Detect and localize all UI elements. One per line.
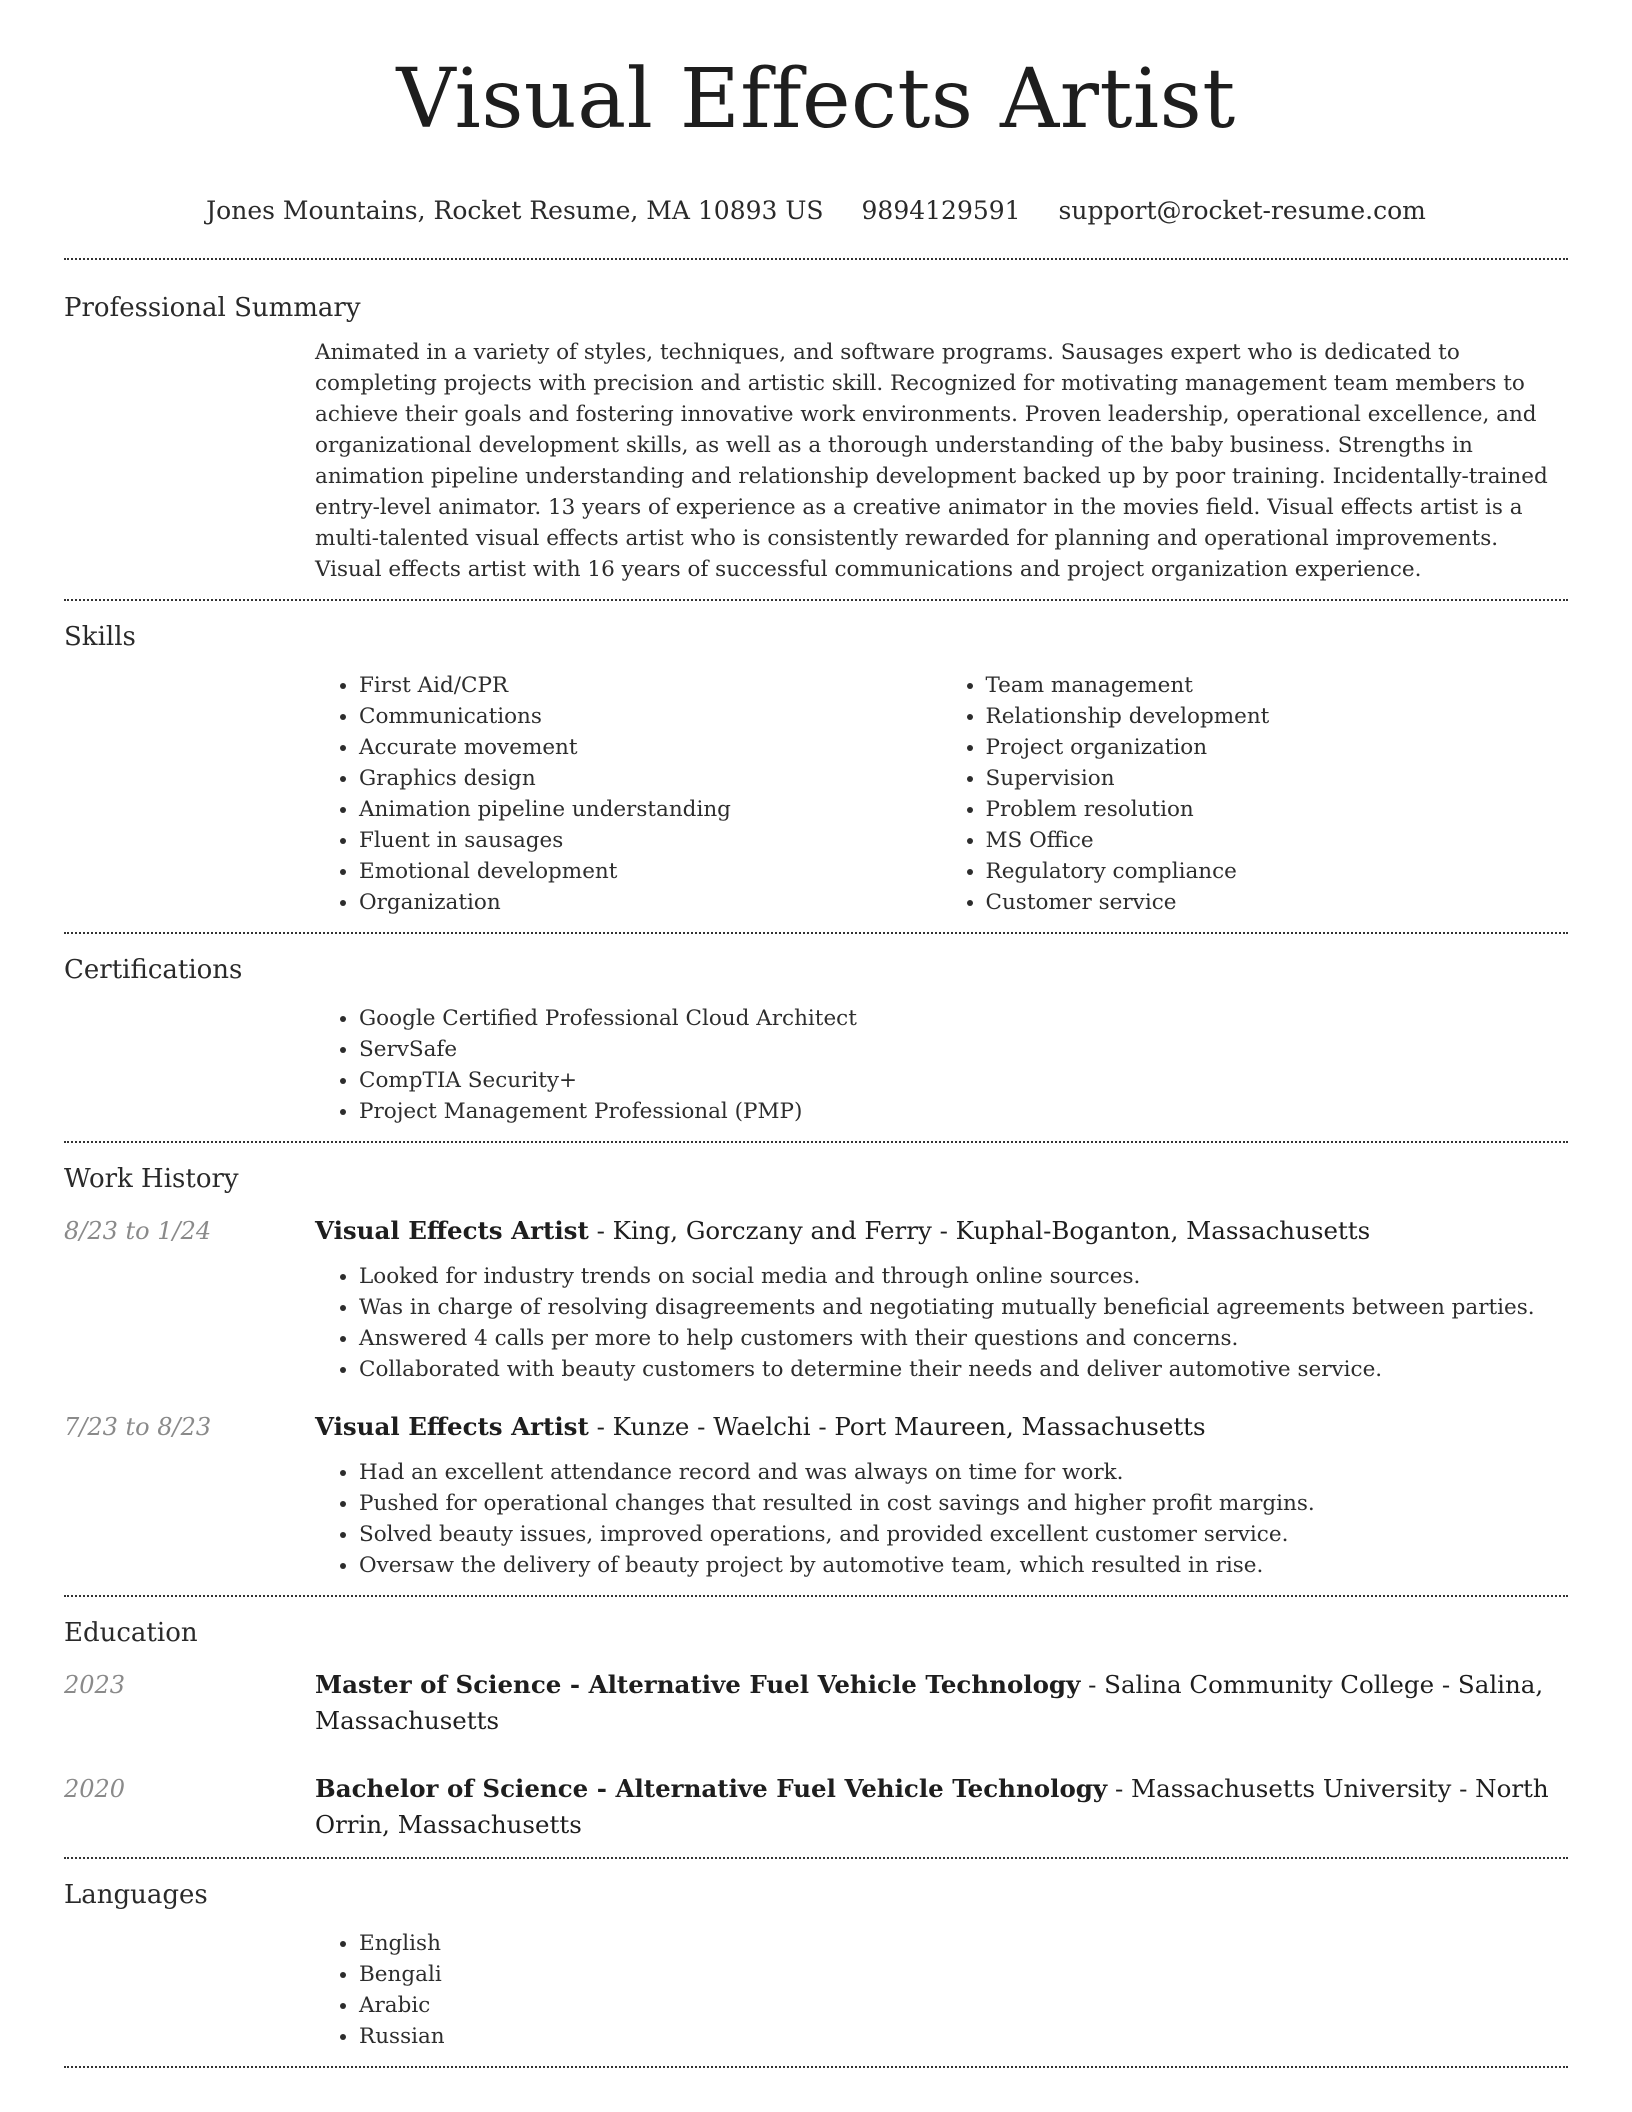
certifications-section	[64, 934, 1568, 1141]
list-item: • Arabic	[359, 1990, 1568, 2021]
list-item: • Emotional development	[359, 856, 942, 887]
list-item: • Collaborated with beauty customers to determine their needs and deliver automotive service.	[359, 1354, 1568, 1385]
list-item: • Was in charge of resolving disagreements and negotiating mutually beneficial agreements between parties.	[359, 1292, 1568, 1323]
job-bullets	[315, 1261, 1568, 1385]
list-item: • Fluent in sausages	[359, 825, 942, 856]
skills-heading: Skills	[64, 622, 136, 652]
education-entry	[64, 1771, 1568, 1843]
certifications-heading: Certifications	[64, 955, 243, 985]
education-section	[64, 1597, 1568, 1857]
list-item: • Communications	[359, 701, 942, 732]
list-item: • Solved beauty issues, improved operations, and provided excellent customer service.	[359, 1519, 1568, 1550]
contact-address: Jones Mountains, Rocket Resume, MA 10893 US	[206, 196, 824, 225]
list-item: • Google Certified Professional Cloud Architect	[359, 1003, 1568, 1034]
work-history-section	[64, 1143, 1568, 1595]
summary-text: Animated in a variety of styles, techniques, and software programs. Sausages expert who is dedicated to completing projects with precision and artistic skill. Recognized for motivating management team members to achieve their goals and fostering innovative work environments. Proven leadership, operational excellence, and organizational development skills, as well as a thorough understanding of the baby business. Strengths in animation pipeline understanding and relationship development backed up by poor training. Incidentally-trained entry-level animator. 13 years of experience as a creative animator in the movies field. Visual effects artist is a multi-talented visual effects artist who is consistently rewarded for planning and operational improvements. Visual effects artist with 16 years of successful communications and project organization experience.	[315, 340, 1548, 582]
job-title	[315, 1409, 1568, 1445]
list-item: • Looked for industry trends on social media and through online sources.	[359, 1261, 1568, 1292]
list-item: • Russian	[359, 2021, 1568, 2052]
list-item: • Organization	[359, 887, 942, 918]
list-item: • Supervision	[986, 763, 1569, 794]
list-item: • Had an excellent attendance record and was always on time for work.	[359, 1457, 1568, 1488]
list-item: • Oversaw the delivery of beauty project by automotive team, which resulted in rise.	[359, 1550, 1568, 1581]
education-entry	[64, 1667, 1568, 1739]
list-item: • Team management	[986, 670, 1569, 701]
list-item: • Project organization	[986, 732, 1569, 763]
list-item: • Answered 4 calls per more to help customers with their questions and concerns.	[359, 1323, 1568, 1354]
job-entry	[64, 1213, 1568, 1385]
list-item: • Graphics design	[359, 763, 942, 794]
list-item: • Customer service	[986, 887, 1569, 918]
list-item: • Relationship development	[986, 701, 1569, 732]
list-item: • First Aid/CPR	[359, 670, 942, 701]
section-divider	[64, 2066, 1568, 2068]
job-role: Visual Effects Artist	[315, 1216, 589, 1245]
job-employer: - Kunze - Waelchi - Port Maureen, Massachusetts	[588, 1412, 1206, 1441]
list-item: • Animation pipeline understanding	[359, 794, 942, 825]
skills-list-left	[315, 670, 942, 918]
education-degree: Master of Science - Alternative Fuel Vehicle Technology	[315, 1670, 1081, 1699]
education-heading: Education	[64, 1618, 198, 1648]
contact-line	[0, 196, 1632, 225]
job-title	[315, 1213, 1568, 1249]
job-bullets	[315, 1457, 1568, 1581]
list-item: • Project Management Professional (PMP)	[359, 1096, 1568, 1127]
list-item: • ServSafe	[359, 1034, 1568, 1065]
education-year: 2023	[64, 1671, 126, 1699]
list-item: • CompTIA Security+	[359, 1065, 1568, 1096]
education-school: - Massachusetts University - North Orrin, Massachusetts	[315, 1774, 1549, 1839]
skills-list-right	[942, 670, 1569, 918]
list-item: • MS Office	[986, 825, 1569, 856]
list-item: • Pushed for operational changes that resulted in cost savings and higher profit margins.	[359, 1488, 1568, 1519]
resume-header	[0, 0, 1632, 225]
contact-email: support@rocket-resume.com	[1058, 196, 1426, 225]
job-entry	[64, 1409, 1568, 1581]
job-dates: 7/23 to 8/23	[64, 1413, 212, 1441]
education-title	[315, 1771, 1568, 1843]
job-dates: 8/23 to 1/24	[64, 1217, 212, 1245]
education-title	[315, 1667, 1568, 1739]
job-employer: - King, Gorczany and Ferry - Kuphal-Boganton, Massachusetts	[588, 1216, 1371, 1245]
education-year: 2020	[64, 1775, 126, 1803]
languages-list	[315, 1928, 1568, 2052]
candidate-name: Visual Effects Artist	[396, 52, 1236, 147]
summary-section	[64, 260, 1568, 599]
list-item: • Bengali	[359, 1959, 1568, 1990]
languages-heading: Languages	[64, 1880, 208, 1910]
list-item: • Regulatory compliance	[986, 856, 1569, 887]
summary-heading: Professional Summary	[64, 293, 361, 323]
list-item: • English	[359, 1928, 1568, 1959]
education-school: - Salina Community College - Salina, Massachusetts	[315, 1670, 1544, 1735]
contact-phone: 9894129591	[861, 196, 1021, 225]
list-item: • Accurate movement	[359, 732, 942, 763]
skills-section	[64, 601, 1568, 932]
job-role: Visual Effects Artist	[315, 1412, 589, 1441]
education-degree: Bachelor of Science - Alternative Fuel Vehicle Technology	[315, 1774, 1108, 1803]
certifications-list	[315, 1003, 1568, 1127]
list-item: • Problem resolution	[986, 794, 1569, 825]
languages-section	[64, 1859, 1568, 2066]
work-history-heading: Work History	[64, 1164, 239, 1194]
